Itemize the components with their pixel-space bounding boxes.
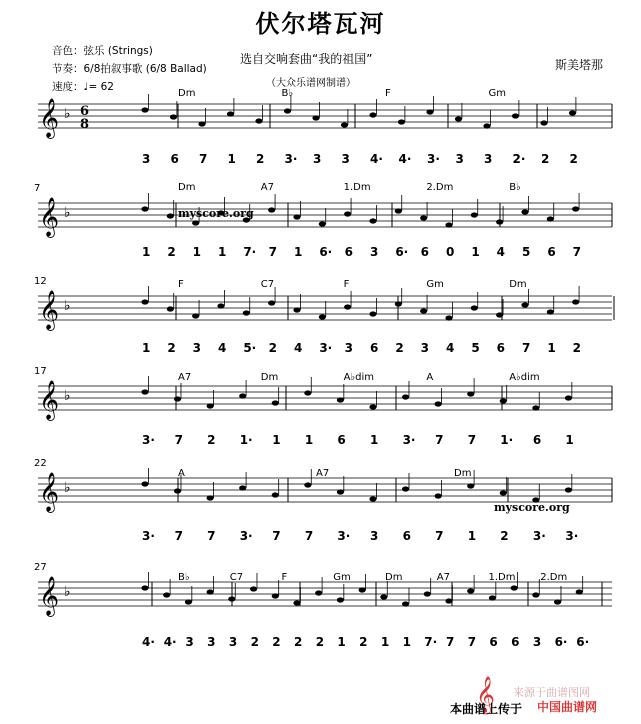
jianpu-number: 6 bbox=[402, 529, 411, 543]
note-head bbox=[467, 483, 474, 488]
note-head bbox=[207, 589, 214, 594]
jianpu-number: 3 bbox=[207, 635, 216, 649]
jianpu-number: 2 bbox=[167, 245, 176, 259]
timbre-info: 音色：弦乐 (Strings) bbox=[52, 45, 153, 57]
tempo-label: 速度： bbox=[52, 81, 84, 93]
jianpu-number: 5· bbox=[243, 341, 257, 355]
jianpu-number: 2 bbox=[256, 152, 265, 166]
jianpu-number: 4 bbox=[446, 341, 455, 355]
jianpu-number: 3 bbox=[420, 341, 430, 355]
jianpu-number: 3 bbox=[228, 635, 238, 649]
chord-symbol: Dm bbox=[260, 372, 279, 383]
note-head bbox=[227, 111, 234, 116]
jianpu-number: 4 bbox=[496, 245, 506, 259]
note-head bbox=[420, 308, 427, 313]
jianpu-number: 7 bbox=[268, 245, 278, 259]
note-head bbox=[369, 311, 376, 316]
jianpu-number: 3 bbox=[370, 529, 379, 543]
jianpu-number: 0 bbox=[446, 245, 455, 259]
note-head bbox=[243, 310, 250, 315]
chord-symbol: A♭dim bbox=[343, 372, 375, 383]
jianpu-number: 2 bbox=[395, 341, 404, 355]
chord-symbol: Dm bbox=[178, 182, 196, 193]
score-title: 伏尔塔瓦河 bbox=[255, 9, 386, 38]
note-head bbox=[192, 313, 199, 318]
jianpu-number: 6 bbox=[511, 635, 520, 649]
note-head bbox=[170, 114, 177, 119]
jianpu-number: 3 bbox=[142, 152, 151, 166]
note-head bbox=[344, 304, 351, 309]
note-head bbox=[395, 208, 402, 213]
jianpu-number: 7 bbox=[435, 433, 444, 447]
tempo-value: ♩= 62 bbox=[83, 81, 114, 93]
jianpu-number: 1· bbox=[239, 433, 253, 447]
chord-symbol: 2.Dm bbox=[426, 182, 454, 193]
chord-symbol: F bbox=[343, 279, 350, 290]
watermark-text: myscore.org bbox=[178, 207, 254, 220]
note-head bbox=[445, 315, 452, 320]
jianpu-number: 5 bbox=[471, 341, 480, 355]
chord-symbol: F bbox=[178, 279, 184, 290]
note-head bbox=[547, 309, 554, 314]
jianpu-number: 6· bbox=[319, 245, 333, 259]
note-head bbox=[521, 209, 528, 214]
note-head bbox=[217, 303, 224, 308]
jianpu-number: 6· bbox=[576, 635, 590, 649]
jianpu-number: 3· bbox=[337, 529, 351, 543]
jianpu-number: 7 bbox=[467, 635, 477, 649]
jianpu-number: 4· bbox=[142, 635, 155, 649]
note-head bbox=[398, 119, 405, 124]
jianpu-number: 3 bbox=[341, 152, 350, 166]
note-head bbox=[344, 211, 351, 216]
note-head bbox=[467, 588, 474, 593]
jianpu-number: 2 bbox=[569, 152, 578, 166]
note-head bbox=[207, 403, 214, 408]
note-head bbox=[337, 397, 344, 402]
jianpu-number: 1 bbox=[380, 635, 390, 649]
note-head bbox=[167, 306, 174, 311]
footer-text: 本曲谱上传于 bbox=[450, 702, 523, 716]
note-head bbox=[500, 398, 507, 403]
note-head bbox=[369, 218, 376, 223]
jianpu-number: 6 bbox=[489, 635, 498, 649]
note-head bbox=[207, 495, 214, 500]
note-head bbox=[512, 113, 519, 118]
jianpu-number: 7· bbox=[424, 635, 438, 649]
note-head bbox=[174, 396, 181, 401]
chord-symbol: A7 bbox=[436, 572, 450, 583]
note-head bbox=[319, 314, 326, 319]
note-head bbox=[272, 593, 279, 598]
watermark-text: myscore.org bbox=[494, 501, 570, 514]
chord-symbol: Gm bbox=[426, 279, 444, 290]
note-head bbox=[319, 221, 326, 226]
note-head bbox=[547, 216, 554, 221]
jianpu-number: 1 bbox=[471, 245, 480, 259]
jianpu-number: 4· bbox=[163, 635, 177, 649]
flat-key-signature-icon: ♭ bbox=[64, 584, 71, 600]
jianpu-number: 4· bbox=[370, 152, 383, 166]
jianpu-number: 1 bbox=[192, 245, 202, 259]
jianpu-number: 7 bbox=[446, 635, 455, 649]
note-head bbox=[272, 492, 279, 497]
chord-symbol: 1.Dm bbox=[343, 182, 371, 193]
jianpu-number: 1 bbox=[272, 433, 281, 447]
jianpu-number: 7 bbox=[174, 529, 183, 543]
time-signature-bottom: 8 bbox=[80, 117, 90, 132]
treble-clef-icon: 𝄞 bbox=[39, 98, 60, 138]
jianpu-number: 6· bbox=[554, 635, 568, 649]
note-head bbox=[572, 206, 579, 211]
jianpu-number: 1 bbox=[142, 341, 151, 355]
jianpu-number: 1 bbox=[565, 433, 574, 447]
chord-symbol: Dm bbox=[454, 468, 472, 479]
jianpu-number: 3 bbox=[532, 635, 542, 649]
chord-symbol: 1.Dm bbox=[488, 572, 516, 583]
composer: 斯美塔那 bbox=[555, 58, 604, 72]
chord-symbol: A bbox=[178, 468, 185, 479]
note-head bbox=[565, 487, 572, 492]
note-head bbox=[532, 405, 539, 410]
flat-key-signature-icon: ♭ bbox=[64, 106, 71, 122]
jianpu-number: 3· bbox=[565, 529, 579, 543]
note-head bbox=[369, 404, 376, 409]
jianpu-number: 5 bbox=[522, 245, 531, 259]
jianpu-number: 3 bbox=[192, 341, 202, 355]
note-head bbox=[380, 594, 387, 599]
jianpu-number: 1 bbox=[337, 635, 346, 649]
note-head bbox=[471, 212, 478, 217]
note-head bbox=[255, 118, 262, 123]
chord-symbol: A bbox=[426, 372, 434, 383]
note-head bbox=[565, 395, 572, 400]
jianpu-number: 2 bbox=[272, 635, 281, 649]
measure-number: 27 bbox=[34, 562, 47, 573]
jianpu-number: 1 bbox=[402, 635, 411, 649]
jianpu-number: 2 bbox=[500, 529, 509, 543]
jianpu-number: 7 bbox=[572, 245, 582, 259]
note-head bbox=[337, 597, 344, 602]
jianpu-number: 2 bbox=[315, 635, 325, 649]
note-head bbox=[420, 215, 427, 220]
jianpu-number: 3 bbox=[484, 152, 493, 166]
chord-symbol: A7 bbox=[316, 468, 330, 479]
flat-key-signature-icon: ♭ bbox=[64, 298, 71, 314]
note-head bbox=[471, 305, 478, 310]
jianpu-number: 4· bbox=[398, 152, 412, 166]
jianpu-number: 1 bbox=[304, 433, 314, 447]
note-head bbox=[435, 401, 442, 406]
jianpu-number: 3 bbox=[370, 245, 379, 259]
jianpu-number: 6 bbox=[420, 245, 430, 259]
note-head bbox=[540, 120, 547, 125]
note-head bbox=[395, 301, 402, 306]
jianpu-number: 2 bbox=[268, 341, 278, 355]
note-head bbox=[239, 485, 246, 490]
note-head bbox=[293, 307, 300, 312]
note-head bbox=[435, 493, 442, 498]
jianpu-number: 7· bbox=[243, 245, 257, 259]
chord-symbol: C7 bbox=[229, 572, 244, 583]
treble-clef-icon: 𝄞 bbox=[39, 290, 60, 330]
chord-symbol: Dm bbox=[178, 88, 196, 99]
jianpu-number: 6 bbox=[532, 433, 542, 447]
jianpu-number: 3 bbox=[344, 341, 354, 355]
flat-key-signature-icon: ♭ bbox=[64, 388, 71, 404]
jianpu-number: 3· bbox=[402, 433, 416, 447]
chord-symbol: Gm bbox=[488, 88, 506, 99]
chord-symbol: A♭dim bbox=[509, 372, 540, 383]
chord-symbol: A7 bbox=[260, 182, 275, 193]
note-head bbox=[174, 488, 181, 493]
jianpu-number: 1· bbox=[500, 433, 514, 447]
jianpu-number: 1 bbox=[218, 245, 227, 259]
note-head bbox=[511, 585, 518, 590]
jianpu-number: 1 bbox=[227, 152, 236, 166]
jianpu-number: 2 bbox=[207, 433, 216, 447]
note-head bbox=[359, 587, 366, 592]
jianpu-number: 2 bbox=[541, 152, 550, 166]
note-head bbox=[141, 107, 148, 112]
note-head bbox=[192, 220, 199, 225]
chord-symbol: B♭ bbox=[178, 572, 190, 583]
jianpu-number: 6 bbox=[337, 433, 346, 447]
jianpu-number: 6 bbox=[170, 152, 179, 166]
jianpu-number: 3· bbox=[142, 433, 155, 447]
jianpu-number: 4 bbox=[294, 341, 303, 355]
note-head bbox=[576, 589, 583, 594]
note-head bbox=[554, 599, 561, 604]
note-head bbox=[284, 108, 291, 113]
jianpu-number: 7 bbox=[304, 529, 314, 543]
rhythm-info: 节奏：6/8拍叙事歌 (6/8 Ballad) bbox=[52, 63, 207, 75]
jianpu-number: 3· bbox=[319, 341, 333, 355]
note-head bbox=[272, 400, 279, 405]
jianpu-number: 2 bbox=[572, 341, 582, 355]
treble-clef-icon: 𝄞 bbox=[39, 576, 60, 616]
jianpu-number: 2 bbox=[294, 635, 303, 649]
chord-symbol: B♭ bbox=[281, 88, 294, 99]
note-head bbox=[198, 121, 205, 126]
note-head bbox=[141, 585, 148, 590]
note-head bbox=[228, 596, 235, 601]
treble-clef-icon: 𝄞 bbox=[39, 380, 60, 420]
jianpu-number: 6 bbox=[547, 245, 556, 259]
jianpu-number: 7 bbox=[207, 529, 216, 543]
note-head bbox=[239, 393, 246, 398]
note-head bbox=[496, 219, 503, 224]
note-head bbox=[141, 389, 148, 394]
note-head bbox=[483, 123, 490, 128]
chord-symbol: F bbox=[281, 572, 288, 583]
jianpu-number: 3 bbox=[185, 635, 194, 649]
jianpu-number: 4 bbox=[218, 341, 227, 355]
jianpu-number: 2 bbox=[359, 635, 368, 649]
jianpu-number: 3 bbox=[313, 152, 322, 166]
jianpu-number: 3· bbox=[427, 152, 440, 166]
note-head bbox=[141, 299, 148, 304]
note-head bbox=[185, 599, 192, 604]
measure-number: 12 bbox=[34, 276, 47, 287]
jianpu-number: 7 bbox=[467, 433, 477, 447]
note-head bbox=[141, 206, 148, 211]
jianpu-number: 1 bbox=[294, 245, 303, 259]
note-head bbox=[402, 486, 409, 491]
treble-clef-icon: 𝄞 bbox=[39, 197, 60, 237]
note-head bbox=[572, 299, 579, 304]
measure-number: 17 bbox=[34, 366, 47, 377]
jianpu-number: 2· bbox=[512, 152, 526, 166]
jianpu-number: 7 bbox=[174, 433, 183, 447]
jianpu-number: 7 bbox=[435, 529, 444, 543]
note-head bbox=[304, 390, 311, 395]
jianpu-number: 3 bbox=[455, 152, 464, 166]
note-head bbox=[426, 109, 433, 114]
flat-key-signature-icon: ♭ bbox=[64, 480, 71, 496]
jianpu-number: 3· bbox=[284, 152, 298, 166]
note-head bbox=[569, 110, 576, 115]
note-head bbox=[496, 312, 503, 317]
note-head bbox=[532, 592, 539, 597]
note-head bbox=[402, 394, 409, 399]
jianpu-number: 1 bbox=[467, 529, 477, 543]
note-head bbox=[521, 302, 528, 307]
jianpu-number: 7 bbox=[272, 529, 281, 543]
note-head bbox=[489, 595, 496, 600]
chord-symbol: B♭ bbox=[509, 182, 521, 193]
chord-symbol: F bbox=[385, 88, 391, 99]
source-watermark: 来源于曲谱图网 bbox=[513, 686, 590, 699]
footer-logo: 中国曲谱网 bbox=[537, 700, 598, 714]
jianpu-number: 2 bbox=[167, 341, 176, 355]
subtitle: 选自交响套曲“我的祖国” bbox=[240, 52, 373, 66]
note-head bbox=[268, 207, 275, 212]
jianpu-number: 3· bbox=[239, 529, 253, 543]
chord-symbol: Gm bbox=[333, 572, 351, 583]
jianpu-number: 7 bbox=[522, 341, 531, 355]
note-head bbox=[424, 591, 431, 596]
jianpu-number: 6 bbox=[496, 341, 506, 355]
jianpu-number: 1 bbox=[547, 341, 556, 355]
note-head bbox=[445, 598, 452, 603]
chord-symbol: Dm bbox=[385, 572, 403, 583]
note-head bbox=[167, 213, 174, 218]
chord-symbol: C7 bbox=[260, 279, 275, 290]
chord-symbol: A7 bbox=[178, 372, 192, 383]
measure-number: 7 bbox=[34, 183, 41, 194]
note-head bbox=[369, 496, 376, 501]
jianpu-number: 1 bbox=[370, 433, 379, 447]
jianpu-number: 6· bbox=[395, 245, 409, 259]
note-head bbox=[304, 482, 311, 487]
note-head bbox=[445, 222, 452, 227]
jianpu-number: 6 bbox=[344, 245, 354, 259]
note-head bbox=[268, 300, 275, 305]
jianpu-number: 1 bbox=[142, 245, 151, 259]
note-head bbox=[455, 116, 462, 121]
note-head bbox=[341, 122, 348, 127]
jianpu-number: 2 bbox=[250, 635, 259, 649]
note-head bbox=[337, 489, 344, 494]
measure-number: 22 bbox=[34, 458, 47, 469]
jianpu-number: 3· bbox=[142, 529, 155, 543]
chord-symbol: 2.Dm bbox=[540, 572, 568, 583]
note-head bbox=[312, 115, 319, 120]
treble-clef-logo-icon: 𝄞 bbox=[476, 675, 495, 713]
note-head bbox=[293, 600, 300, 605]
jianpu-number: 6 bbox=[370, 341, 379, 355]
note-head bbox=[369, 112, 376, 117]
credit: （大众乐谱网制谱） bbox=[266, 78, 356, 89]
note-head bbox=[467, 391, 474, 396]
note-head bbox=[315, 590, 322, 595]
note-head bbox=[500, 490, 507, 495]
chord-symbol: Dm bbox=[509, 279, 527, 290]
jianpu-number: 3· bbox=[532, 529, 546, 543]
note-head bbox=[402, 601, 409, 606]
flat-key-signature-icon: ♭ bbox=[64, 205, 71, 221]
note-head bbox=[293, 214, 300, 219]
note-head bbox=[250, 586, 257, 591]
jianpu-number: 7 bbox=[199, 152, 208, 166]
note-head bbox=[141, 481, 148, 486]
time-signature-top: 6 bbox=[80, 104, 90, 119]
note-head bbox=[163, 592, 170, 597]
treble-clef-icon: 𝄞 bbox=[39, 472, 60, 512]
